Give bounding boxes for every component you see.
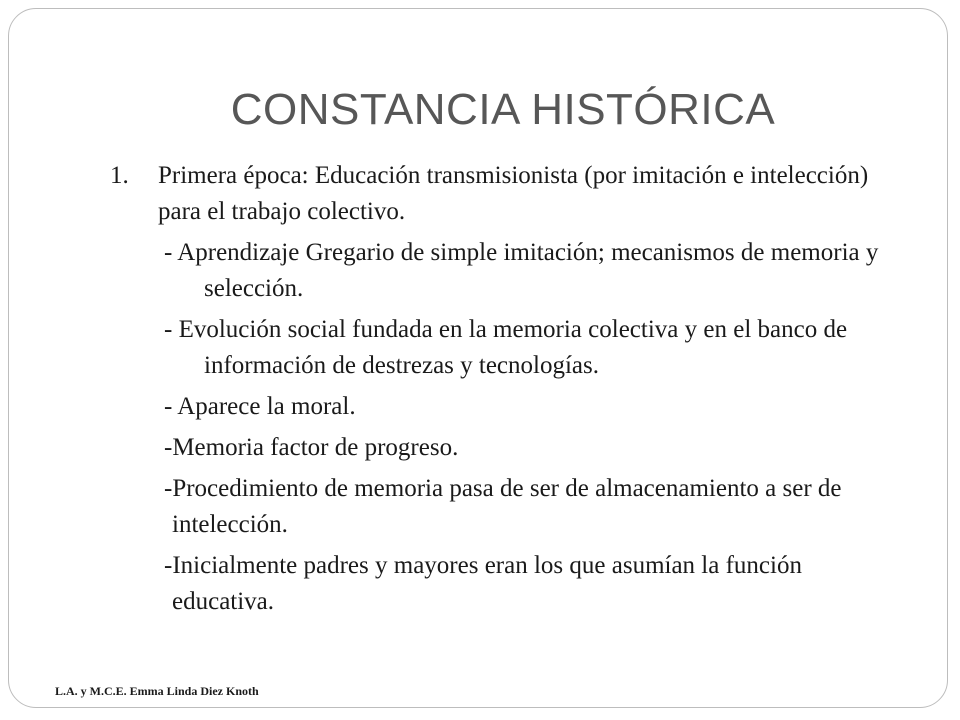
bullet-item-6: -Inicialmente padres y mayores eran los que asumían la función educativa. [164,552,802,615]
slide-title: CONSTANCIA HISTÓRICA [230,85,776,134]
item-text: Primera época: Educación transmisionista (por imitación e intelección) para el trabajo colectivo. [158,162,869,225]
bullet-item-1: - Aprendizaje Gregario de simple imitación; mecanismos de memoria y selección. [164,239,879,302]
bullet-item-5: -Procedimiento de memoria pasa de ser de almacenamiento a ser de intelección. [164,475,842,538]
bullet-item-4: -Memoria factor de progreso. [164,434,459,461]
slide-body [110,158,910,625]
bullet-item-2: - Evolución social fundada en la memoria colectiva y en el banco de información de destrezas y tecnologías. [164,316,848,379]
slide-footer: L.A. y M.C.E. Emma Linda Diez Knoth [55,684,259,698]
item-number: 1. [110,162,129,189]
bullet-item-3: - Aparece la moral. [164,393,356,420]
numbered-item [110,158,910,230]
